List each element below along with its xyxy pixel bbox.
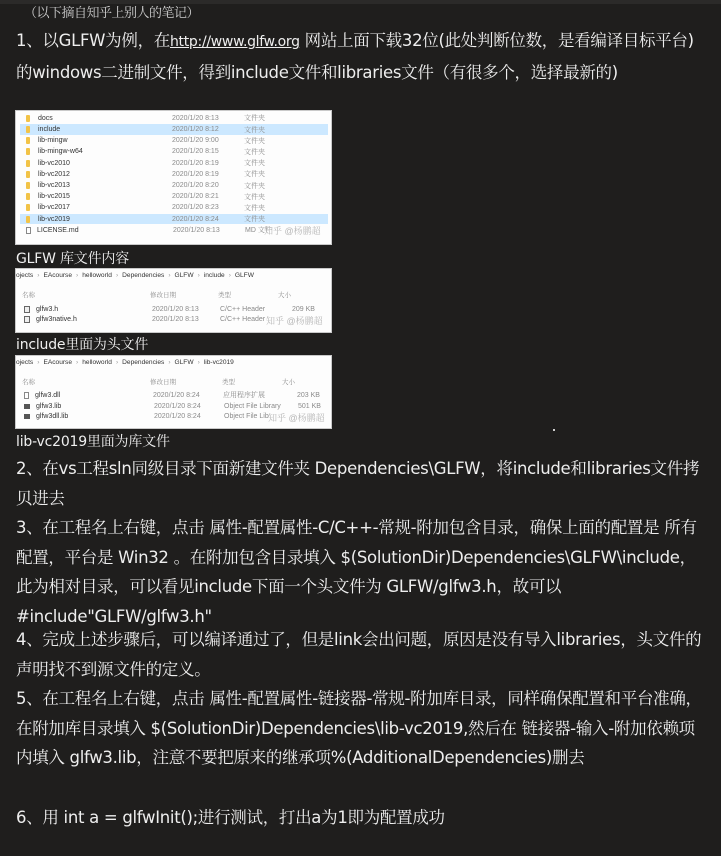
file-row: [20, 203, 328, 214]
file-type: 文件夹: [244, 160, 265, 168]
file-name: lib-mingw-w64: [38, 148, 83, 156]
chevron-right-icon: ›: [76, 272, 79, 279]
file-name: glfw3native.h: [36, 315, 77, 323]
file-icon: [26, 227, 31, 234]
column-header-type: 类型: [218, 292, 231, 299]
file-row-selected: [20, 124, 328, 135]
breadcrumb: [16, 359, 234, 366]
column-header-name: 名称: [22, 292, 35, 299]
file-type: Object File Lib: [224, 413, 269, 421]
breadcrumb-item: lib-vc2019: [203, 359, 234, 366]
file-name: glfw3.dll: [35, 391, 61, 399]
file-date: 2020/1/20 8:19: [172, 159, 219, 167]
stray-dot: [553, 429, 555, 431]
file-type: C/C++ Header: [220, 305, 266, 313]
file-size: 203 KB: [297, 391, 320, 399]
file-row: [20, 147, 328, 158]
file-date: 2020/1/20 8:15: [172, 148, 219, 156]
folder-icon: [26, 160, 30, 167]
folder-icon: [26, 216, 30, 223]
chevron-right-icon: ›: [168, 272, 171, 279]
file-date: 2020/1/20 8:24: [154, 413, 201, 421]
step-4: 4、完成上述步骤后，可以编译通过了，但是link会出问题，原因是没有导入libraries，头文件的声明找不到源文件的定义。: [16, 630, 702, 679]
file-row: [20, 113, 328, 124]
file-date: 2020/1/20 8:13: [152, 315, 199, 323]
file-date: 2020/1/20 8:19: [172, 170, 219, 178]
folder-icon: [26, 171, 30, 178]
step-1-prefix: 1、以GLFW为例，在: [16, 31, 170, 50]
folder-icon: [26, 115, 30, 122]
file-name: lib-mingw: [38, 137, 68, 145]
file-date: 2020/1/20 8:24: [153, 391, 200, 399]
step-3: 3、在工程名上右键，点击 属性-配置属性-C/C++-常规-附加包含目录，确保上面的配置是 所有配置，平台是 Win32 。在附加包含目录填入 $(SolutionDir)Dependencies\GLFW\include，此为相对目录，可以看见include下面一个头文件为 GLFW/glfw3.h，故可以#include"GLFW/glfw3.h": [16, 518, 697, 626]
explorer-screenshot-include: [15, 268, 332, 333]
file-date: 2020/1/20 8:24: [154, 402, 201, 410]
breadcrumb-item: Dependencies: [122, 359, 165, 366]
file-date: 2020/1/20 9:00: [172, 137, 219, 145]
file-name: glfw3.lib: [36, 402, 62, 410]
file-name: glfw3.h: [36, 305, 59, 313]
breadcrumb-item: ojects: [16, 272, 34, 279]
file-date: 2020/1/20 8:20: [172, 182, 219, 190]
step-1: [16, 26, 706, 87]
chevron-right-icon: ›: [115, 359, 119, 366]
file-name: lib-vc2010: [38, 159, 70, 167]
file-type: 文件夹: [244, 137, 265, 145]
chevron-right-icon: ›: [228, 272, 231, 279]
chevron-right-icon: ›: [115, 272, 119, 279]
folder-icon: [26, 137, 30, 144]
breadcrumb-item: GLFW: [174, 359, 194, 366]
caption-glfw-contents: GLFW 库文件内容: [16, 251, 129, 267]
step-1-suffix: 网站上面下载32位(此处判断位数，是看编译目标平台)的windows二进制文件，得到include文件和libraries文件（有很多个，选择最新的): [16, 31, 694, 82]
folder-icon: [26, 126, 30, 133]
glfw-link[interactable]: http://www.glfw.org: [169, 34, 300, 50]
breadcrumb-item: ojects: [16, 359, 34, 366]
file-type: 文件夹: [244, 216, 265, 224]
chevron-right-icon: ›: [197, 359, 200, 366]
file-name: docs: [38, 114, 53, 122]
file-type: 文件夹: [244, 115, 265, 123]
breadcrumb-item: GLFW: [174, 272, 194, 279]
caption-include-headers: include里面为头文件: [16, 337, 149, 353]
breadcrumb-item: Dependencies: [122, 272, 165, 279]
library-file-icon: [24, 404, 30, 409]
column-header-name: 名称: [22, 379, 35, 386]
breadcrumb-item: GLFW: [234, 272, 254, 279]
column-header-type: 类型: [222, 379, 235, 386]
breadcrumb-item: EAcourse: [43, 272, 73, 279]
file-row: [20, 135, 328, 146]
watermark: 知乎 @杨鹏超: [266, 316, 323, 326]
step-2: 2、在vs工程sln同级目录下面新建文件夹 Dependencies\GLFW，将include和libraries文件拷贝进去: [16, 459, 700, 508]
column-header-date: 修改日期: [150, 379, 176, 386]
folder-icon: [26, 148, 30, 155]
file-date: 2020/1/20 8:21: [172, 193, 219, 201]
caption-lib-files: lib-vc2019里面为库文件: [16, 434, 170, 450]
file-name: LICENSE.md: [37, 226, 79, 234]
header-file-icon: [24, 306, 30, 313]
file-type: 文件夹: [244, 193, 265, 201]
chevron-right-icon: ›: [197, 272, 200, 279]
breadcrumb-item: helloworld: [82, 359, 112, 366]
file-type: MD 文件: [245, 227, 272, 235]
watermark: 知乎 @杨鹏超: [264, 226, 321, 236]
file-type: 应用程序扩展: [223, 392, 265, 400]
watermark: 知乎 @杨鹏超: [268, 413, 325, 423]
column-header-date: 修改日期: [150, 292, 176, 299]
file-date: 2020/1/20 8:13: [152, 305, 199, 313]
file-type: 文件夹: [244, 126, 265, 134]
file-date: 2020/1/20 8:23: [172, 204, 219, 212]
step-5: 5、在工程名上右键，点击 属性-配置属性-链接器-常规-附加库目录，同样确保配置和平台准确，在附加库目录填入 $(SolutionDir)Dependencies\lib-vc2019,然后在 链接器-输入-附加依赖项 内填入 glfw3.lib，注意不要把原来的继承项%(AdditionalDependencies)删去: [16, 689, 702, 767]
file-name: lib-vc2017: [38, 204, 70, 212]
chevron-right-icon: ›: [37, 272, 40, 279]
file-row: [20, 169, 328, 180]
file-name: lib-vc2019: [38, 215, 70, 223]
folder-icon: [26, 193, 30, 200]
file-row: [20, 158, 328, 169]
file-row: [18, 390, 326, 401]
file-type: C/C++ Header: [220, 315, 266, 323]
file-type: Object File Library: [224, 402, 281, 410]
file-type: 文件夹: [244, 204, 265, 212]
explorer-screenshot-lib-vc2019: [15, 355, 332, 429]
file-name: lib-vc2015: [38, 193, 70, 201]
folder-icon: [26, 204, 30, 211]
file-type: 文件夹: [244, 182, 265, 190]
file-row: [20, 180, 328, 191]
file-type: 文件夹: [244, 148, 265, 156]
chevron-right-icon: ›: [37, 359, 40, 366]
explorer-screenshot-glfw-root: [15, 110, 332, 245]
file-size: 209 KB: [292, 305, 315, 313]
file-date: 2020/1/20 8:13: [173, 226, 220, 234]
column-header-size: 大小: [282, 379, 295, 386]
file-type: 文件夹: [244, 171, 265, 179]
header-file-icon: [24, 316, 30, 323]
dll-file-icon: [24, 392, 29, 399]
file-size: 501 KB: [298, 402, 321, 410]
breadcrumb-item: EAcourse: [43, 359, 73, 366]
file-name: lib-vc2012: [38, 170, 70, 178]
file-row-selected: [20, 214, 328, 225]
breadcrumb-item: include: [203, 272, 225, 279]
file-name: include: [38, 126, 61, 134]
source-note: （以下摘自知乎上别人的笔记）: [24, 6, 200, 21]
file-row: [20, 191, 328, 202]
breadcrumb-item: helloworld: [82, 272, 112, 279]
chevron-right-icon: ›: [76, 359, 79, 366]
file-name: lib-vc2013: [38, 182, 70, 190]
file-name: glfw3dll.lib: [36, 413, 69, 421]
folder-icon: [26, 182, 30, 189]
chevron-right-icon: ›: [168, 359, 171, 366]
file-date: 2020/1/20 8:13: [172, 114, 219, 122]
library-file-icon: [24, 414, 30, 419]
breadcrumb: [16, 272, 254, 279]
file-date: 2020/1/20 8:12: [172, 126, 219, 134]
column-header-size: 大小: [278, 292, 291, 299]
file-date: 2020/1/20 8:24: [172, 215, 219, 223]
step-6: 6、用 int a = glfwInit();进行测试，打出a为1即为配置成功: [16, 808, 445, 827]
